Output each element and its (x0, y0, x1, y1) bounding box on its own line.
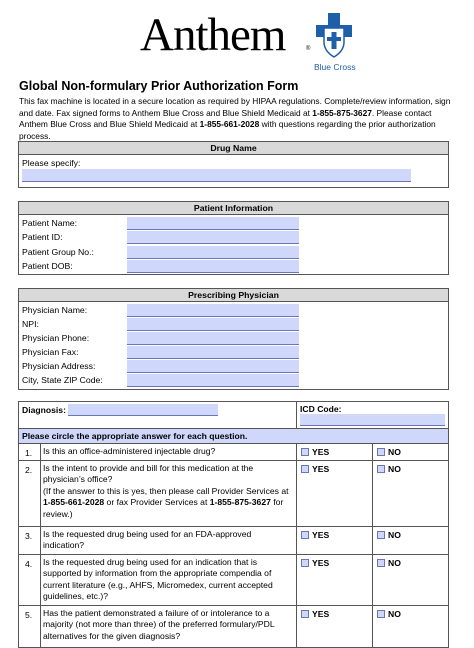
yes-label: YES (312, 608, 330, 619)
physician-fax-field[interactable] (127, 346, 299, 359)
physician-address-field[interactable] (127, 360, 299, 373)
intro-phone-number: 1-855-661-2028 (199, 119, 260, 129)
anthem-logo (140, 10, 360, 72)
question-text-note: (If the answer to this is yes, then please call Provider Services at (43, 485, 289, 496)
no-checkbox[interactable] (377, 610, 385, 618)
questions-table (18, 401, 449, 648)
patient-dob-field[interactable] (127, 260, 299, 273)
instruction-text: Please circle the appropriate answer for each question. (19, 429, 449, 444)
intro-text-1: This fax machine is located in a secure location as required by HIPAA regulations. Complete/review information, sign and date. Fax signed forms to Anthem Blue Cross and Blue Shield Medicaid at (19, 96, 451, 118)
no-checkbox[interactable] (377, 531, 385, 539)
diagnosis-row (19, 402, 449, 429)
patient-information-heading: Patient Information (19, 202, 448, 215)
yes-checkbox[interactable] (301, 465, 309, 473)
yes-option[interactable] (297, 444, 373, 461)
instruction-row (19, 429, 449, 444)
npi-label: NPI: (22, 319, 39, 329)
patient-group-label: Patient Group No.: (22, 247, 94, 257)
drug-name-section (18, 141, 449, 188)
no-option[interactable] (373, 444, 449, 461)
patient-information-section (18, 201, 449, 275)
yes-label: YES (312, 463, 330, 474)
question-row (19, 444, 449, 461)
yes-checkbox[interactable] (301, 531, 309, 539)
question-row (19, 554, 449, 605)
city-state-zip-label: City, State ZIP Code: (22, 375, 103, 385)
city-state-zip-field[interactable] (127, 374, 299, 387)
yes-label: YES (312, 529, 330, 540)
question-text: Is the requested drug being used for an FDA-approved indication? (41, 526, 297, 554)
patient-id-label: Patient ID: (22, 232, 63, 242)
question-number: 5. (19, 605, 41, 647)
question-number: 2. (19, 460, 41, 526)
no-checkbox[interactable] (377, 559, 385, 567)
physician-name-field[interactable] (127, 304, 299, 317)
patient-id-field[interactable] (127, 231, 299, 244)
no-option[interactable] (373, 526, 449, 554)
drug-name-field[interactable] (22, 169, 411, 182)
yes-label: YES (312, 447, 330, 457)
yes-option[interactable] (297, 554, 373, 605)
prescribing-physician-heading: Prescribing Physician (19, 289, 448, 302)
patient-name-field[interactable] (127, 217, 299, 230)
question-row (19, 605, 449, 647)
provider-services-fax: 1-855-875-3627 (209, 497, 271, 507)
question-text: Is the requested drug being used for an indication that is supported by information from the appropriate compendia of current literature (e.g., AHFS, Micromedex, current accepted guidelines, etc.)? (41, 554, 297, 605)
intro-paragraph (19, 96, 459, 142)
physician-address-label: Physician Address: (22, 361, 96, 371)
no-label: NO (388, 447, 401, 457)
yes-label: YES (312, 557, 330, 568)
yes-checkbox[interactable] (301, 610, 309, 618)
patient-name-label: Patient Name: (22, 218, 78, 228)
yes-option[interactable] (297, 526, 373, 554)
form-title: Global Non-formulary Prior Authorization Form (19, 79, 299, 93)
question-row (19, 526, 449, 554)
yes-option[interactable] (297, 460, 373, 526)
provider-services-phone: 1-855-661-2028 (43, 497, 105, 507)
physician-phone-label: Physician Phone: (22, 333, 90, 343)
question-text: Has the patient demonstrated a failure of or intolerance to a majority (not more than three) of the preferred formulary/PDL alternatives for the given diagnosis? (41, 605, 297, 647)
intro-text-3: with questions regarding the prior authorization process. (19, 119, 436, 141)
no-label: NO (388, 557, 401, 568)
diagnosis-field[interactable] (68, 404, 218, 416)
question-text-note-3: for review.) (43, 497, 284, 519)
intro-fax-number: 1-855-875-3627 (312, 107, 372, 118)
no-label: NO (388, 529, 401, 540)
prescribing-physician-section (18, 288, 449, 390)
question-text-note-2: or fax Provider Services at (104, 497, 210, 507)
blue-cross-shield-icon (315, 12, 353, 62)
question-text-main: Is the intent to provide and bill for this medication at the physician’s office? (43, 462, 254, 484)
patient-dob-label: Patient DOB: (22, 261, 73, 271)
patient-group-field[interactable] (127, 246, 299, 259)
registered-mark: ® (306, 46, 311, 52)
logo-subbrand: Blue Cross (314, 62, 356, 72)
yes-checkbox[interactable] (301, 559, 309, 567)
no-option[interactable] (373, 605, 449, 647)
question-number: 3. (19, 526, 41, 554)
question-number: 1. (19, 444, 41, 461)
question-number: 4. (19, 554, 41, 605)
yes-option[interactable] (297, 605, 373, 647)
yes-checkbox[interactable] (301, 448, 309, 456)
diagnosis-label: Diagnosis: (22, 405, 66, 415)
npi-field[interactable] (127, 318, 299, 331)
question-row (19, 460, 449, 526)
question-text (41, 460, 297, 526)
no-option[interactable] (373, 554, 449, 605)
no-checkbox[interactable] (377, 465, 385, 473)
physician-name-label: Physician Name: (22, 305, 88, 315)
drug-name-heading: Drug Name (19, 142, 448, 155)
icd-code-label: ICD Code: (300, 404, 342, 414)
no-checkbox[interactable] (377, 448, 385, 456)
no-label: NO (388, 608, 401, 619)
please-specify-label: Please specify: (22, 158, 81, 168)
no-option[interactable] (373, 460, 449, 526)
intro-text-2: . Please contact Anthem Blue Cross and Blue Shield Medicaid at (19, 107, 432, 129)
physician-phone-field[interactable] (127, 332, 299, 345)
physician-fax-label: Physician Fax: (22, 347, 79, 357)
icd-code-field[interactable] (300, 414, 445, 426)
logo-wordmark: Anthem (140, 9, 286, 61)
question-text: Is this an office-administered injectable drug? (41, 444, 297, 461)
no-label: NO (388, 463, 401, 474)
